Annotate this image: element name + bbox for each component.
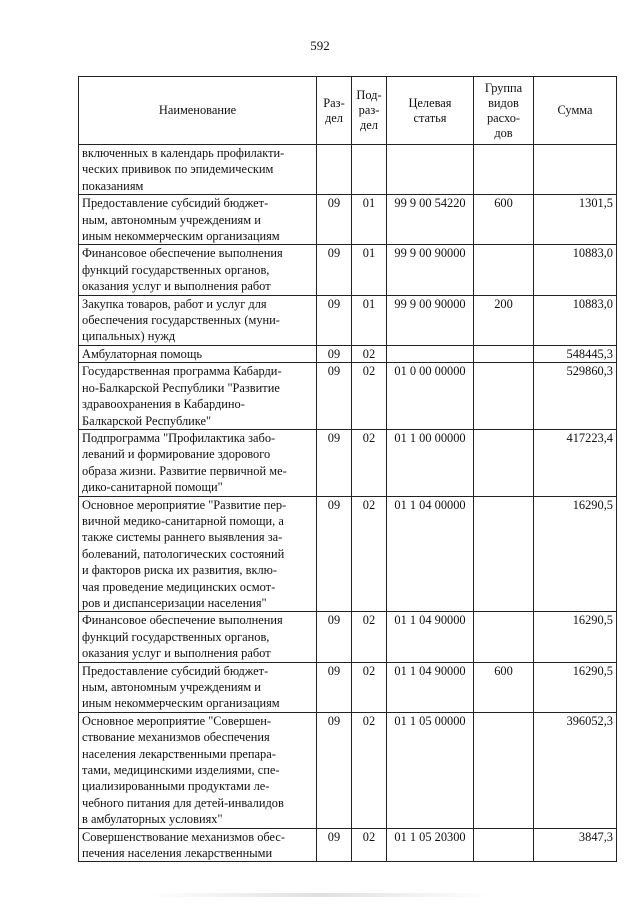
cell-group [474, 612, 534, 662]
cell-section: 09 [317, 363, 352, 430]
cell-group: 200 [474, 295, 534, 345]
cell-subsection: 02 [352, 363, 387, 430]
cell-section: 09 [317, 429, 352, 496]
cell-article: 01 1 04 90000 [387, 612, 474, 662]
cell-subsection: 02 [352, 828, 387, 862]
table-row [79, 363, 617, 430]
cell-name: Государственная программа Кабарди- но-Балкарской Республики "Развитие здравоохранения в Кабардино- Балкарской Республике" [79, 363, 317, 430]
cell-section: 09 [317, 712, 352, 828]
cell-name: Основное мероприятие "Развитие пер- вичной медико-санитарной помощи, а также системы раннего выявления за- болеваний, патологических состояний и факторов риска их развития, вклю- чая проведение медицинских осмот- ров и диспансеризации населения" [79, 496, 317, 612]
table-row [79, 496, 617, 612]
cell-subsection [352, 145, 387, 195]
cell-sum: 16290,5 [534, 496, 617, 612]
cell-sum [534, 145, 617, 195]
cell-subsection: 01 [352, 245, 387, 295]
cell-article: 01 1 04 00000 [387, 496, 474, 612]
cell-section: 09 [317, 828, 352, 862]
cell-article: 99 9 00 90000 [387, 295, 474, 345]
cell-article: 01 1 00 00000 [387, 429, 474, 496]
cell-article [387, 345, 474, 362]
scan-artifact [150, 893, 490, 897]
cell-article [387, 145, 474, 195]
table-row [79, 145, 617, 195]
cell-sum: 417223,4 [534, 429, 617, 496]
budget-table [78, 76, 617, 862]
cell-section: 09 [317, 245, 352, 295]
cell-sum: 10883,0 [534, 295, 617, 345]
cell-subsection: 02 [352, 496, 387, 612]
cell-section: 09 [317, 195, 352, 245]
cell-name: Закупка товаров, работ и услуг для обеспечения государственных (муни- ципальных) нужд [79, 295, 317, 345]
header-section: Раз- дел [317, 77, 352, 145]
cell-name: Подпрограмма "Профилактика забо- леваний и формирование здорового образа жизни. Развитие первичной ме- дико-санитарной помощи" [79, 429, 317, 496]
cell-section: 09 [317, 612, 352, 662]
cell-article: 99 9 00 90000 [387, 245, 474, 295]
table-row [79, 828, 617, 862]
header-subsection: Под- раз- дел [352, 77, 387, 145]
cell-subsection: 02 [352, 345, 387, 362]
cell-subsection: 01 [352, 295, 387, 345]
cell-section: 09 [317, 295, 352, 345]
cell-section: 09 [317, 345, 352, 362]
cell-subsection: 02 [352, 429, 387, 496]
table-row [79, 195, 617, 245]
cell-name: Амбулаторная помощь [79, 345, 317, 362]
cell-subsection: 02 [352, 662, 387, 712]
cell-sum: 3847,3 [534, 828, 617, 862]
cell-group [474, 145, 534, 195]
cell-sum: 16290,5 [534, 612, 617, 662]
cell-name: Финансовое обеспечение выполнения функций государственных органов, оказания услуг и выполнения работ [79, 612, 317, 662]
cell-section: 09 [317, 496, 352, 612]
cell-subsection: 02 [352, 612, 387, 662]
table-header-row [79, 77, 617, 145]
cell-name: Предоставление субсидий бюджет- ным, автономным учреждениям и иным некоммерческим организациям [79, 195, 317, 245]
table-row [79, 612, 617, 662]
cell-sum: 10883,0 [534, 245, 617, 295]
page-number: 592 [310, 38, 330, 53]
cell-group [474, 245, 534, 295]
cell-article: 01 1 04 90000 [387, 662, 474, 712]
cell-group [474, 429, 534, 496]
cell-name: Финансовое обеспечение выполнения функций государственных органов, оказания услуг и выполнения работ [79, 245, 317, 295]
cell-sum: 396052,3 [534, 712, 617, 828]
cell-name: включенных в календарь профилакти- ческих прививок по эпидемическим показаниям [79, 145, 317, 195]
table-row [79, 245, 617, 295]
header-group: Группа видов расхо- дов [474, 77, 534, 145]
table-row [79, 429, 617, 496]
header-sum: Сумма [534, 77, 617, 145]
cell-group [474, 828, 534, 862]
cell-sum: 548445,3 [534, 345, 617, 362]
cell-group: 600 [474, 662, 534, 712]
cell-section: 09 [317, 662, 352, 712]
cell-article: 01 1 05 20300 [387, 828, 474, 862]
cell-sum: 529860,3 [534, 363, 617, 430]
cell-name: Совершенствование механизмов обес- печения населения лекарственными [79, 828, 317, 862]
cell-group: 600 [474, 195, 534, 245]
cell-group [474, 712, 534, 828]
cell-section [317, 145, 352, 195]
cell-group [474, 363, 534, 430]
cell-article: 01 1 05 00000 [387, 712, 474, 828]
cell-subsection: 01 [352, 195, 387, 245]
cell-sum: 1301,5 [534, 195, 617, 245]
cell-article: 99 9 00 54220 [387, 195, 474, 245]
table-row [79, 662, 617, 712]
header-article: Целевая статья [387, 77, 474, 145]
cell-group [474, 345, 534, 362]
cell-name: Основное мероприятие "Совершен- ствование механизмов обеспечения населения лекарственными препара- тами, медицинскими изделиями, спе- циализированными продуктами ле- чебного питания для детей-инвалидов в амбулаторных условиях" [79, 712, 317, 828]
cell-subsection: 02 [352, 712, 387, 828]
header-name: Наименование [79, 77, 317, 145]
cell-group [474, 496, 534, 612]
table-row [79, 712, 617, 828]
table-row [79, 295, 617, 345]
cell-sum: 16290,5 [534, 662, 617, 712]
table-row [79, 345, 617, 362]
cell-name: Предоставление субсидий бюджет- ным, автономным учреждениям и иным некоммерческим организациям [79, 662, 317, 712]
cell-article: 01 0 00 00000 [387, 363, 474, 430]
